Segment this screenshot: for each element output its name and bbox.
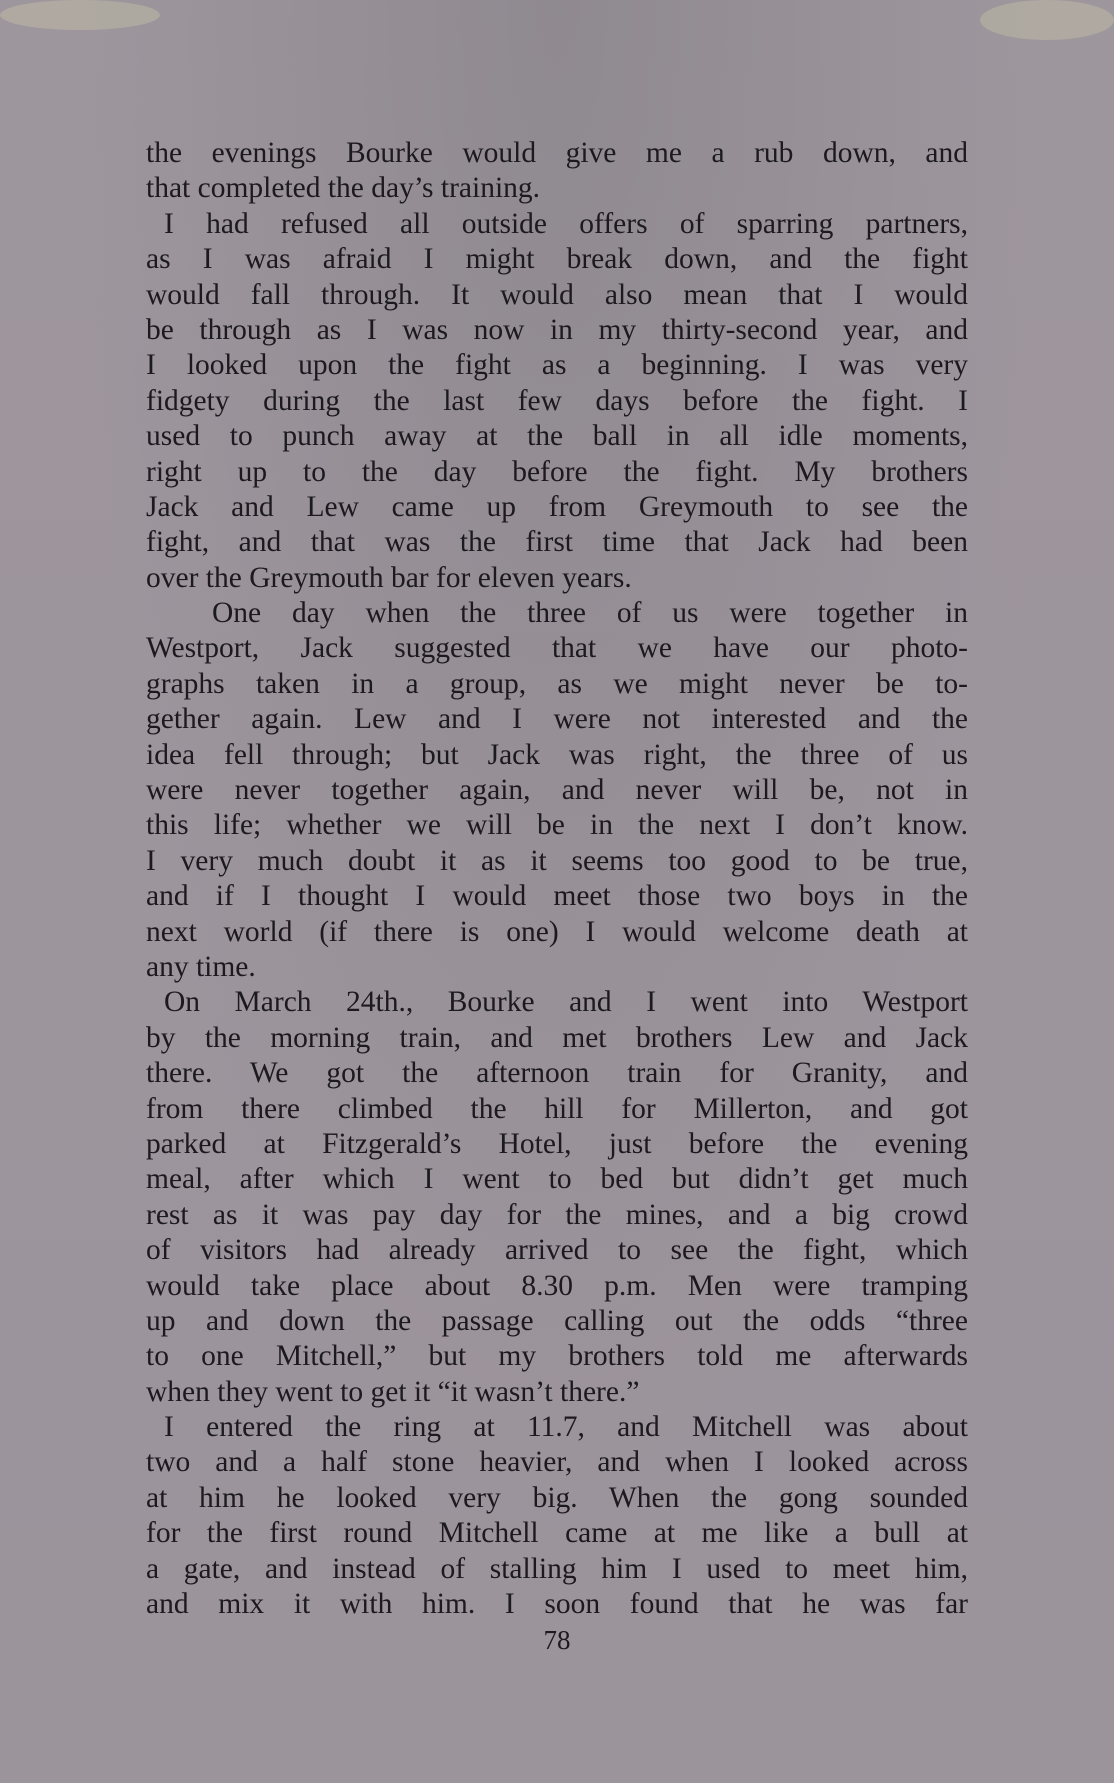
text-line: over the Greymouth bar for eleven years. [146,561,632,594]
text-line: parked at Fitzgerald’s Hotel, just before the evening [146,1127,968,1160]
text-line: Jack and Lew came up from Greymouth to see the [146,490,968,523]
text-line: I had refused all outside offers of sparring partners, [164,207,968,240]
text-line: this life; whether we will be in the next I don’t know. [146,809,968,842]
text-line: would fall through. It would also mean that I would [146,278,968,311]
paper-stain [980,0,1114,40]
text-line: any time. [146,950,256,983]
text-line: On March 24th., Bourke and I went into Westport [164,986,968,1019]
text-line: and if I thought I would meet those two boys in the [146,880,968,913]
text-line: would take place about 8.30 p.m. Men were tramping [146,1269,968,1302]
text-line: from there climbed the hill for Millerton, and got [146,1092,968,1125]
text-line: for the first round Mitchell came at me like a bull at [146,1517,968,1550]
text-line: I looked upon the fight as a beginning. I was very [146,349,968,382]
text-line: at him he looked very big. When the gong sounded [146,1481,968,1514]
paper-stain [0,0,160,30]
text-line: of visitors had already arrived to see the fight, which [146,1234,968,1267]
text-line: and mix it with him. I soon found that he was far [146,1588,968,1621]
text-line: right up to the day before the fight. My brothers [146,455,968,488]
text-line: there. We got the afternoon train for Granity, and [146,1057,968,1090]
text-line: I entered the ring at 11.7, and Mitchell was about [164,1411,968,1444]
text-line: graphs taken in a group, as we might never be to- [146,667,968,700]
text-line: fidgety during the last few days before the fight. I [146,384,968,417]
text-line: to one Mitchell,” but my brothers told me afterwards [146,1340,968,1373]
text-line: used to punch away at the ball in all idle moments, [146,420,968,453]
body-text [146,136,968,1622]
text-line: rest as it was pay day for the mines, and a big crowd [146,1198,968,1231]
text-line: a gate, and instead of stalling him I used to meet him, [146,1552,968,1585]
page-number: 78 [543,1625,571,1655]
text-line: as I was afraid I might break down, and the fight [146,243,968,276]
text-line: idea fell through; but Jack was right, the three of us [146,738,968,771]
text-line: the evenings Bourke would give me a rub down, and [146,137,968,169]
text-line: up and down the passage calling out the odds “three [146,1304,968,1337]
text-line: be through as I was now in my thirty-second year, and [146,313,968,346]
text-line: by the morning train, and met brothers Lew and Jack [146,1021,968,1054]
text-line: fight, and that was the first time that Jack had been [146,526,968,559]
text-line: I very much doubt it as it seems too good to be true, [146,844,968,877]
text-line: gether again. Lew and I were not interested and the [146,703,968,736]
text-line: two and a half stone heavier, and when I looked across [146,1446,968,1479]
text-line: that completed the day’s training. [146,172,541,205]
text-line: Westport, Jack suggested that we have our photo- [146,632,968,665]
text-line: One day when the three of us were together in [212,597,968,630]
text-line: meal, after which I went to bed but didn’t get much [146,1163,968,1196]
text-line: next world (if there is one) I would welcome death at [146,915,968,948]
text-line: when they went to get it “it wasn’t there.” [146,1375,640,1408]
text-line: were never together again, and never will be, not in [146,774,968,807]
